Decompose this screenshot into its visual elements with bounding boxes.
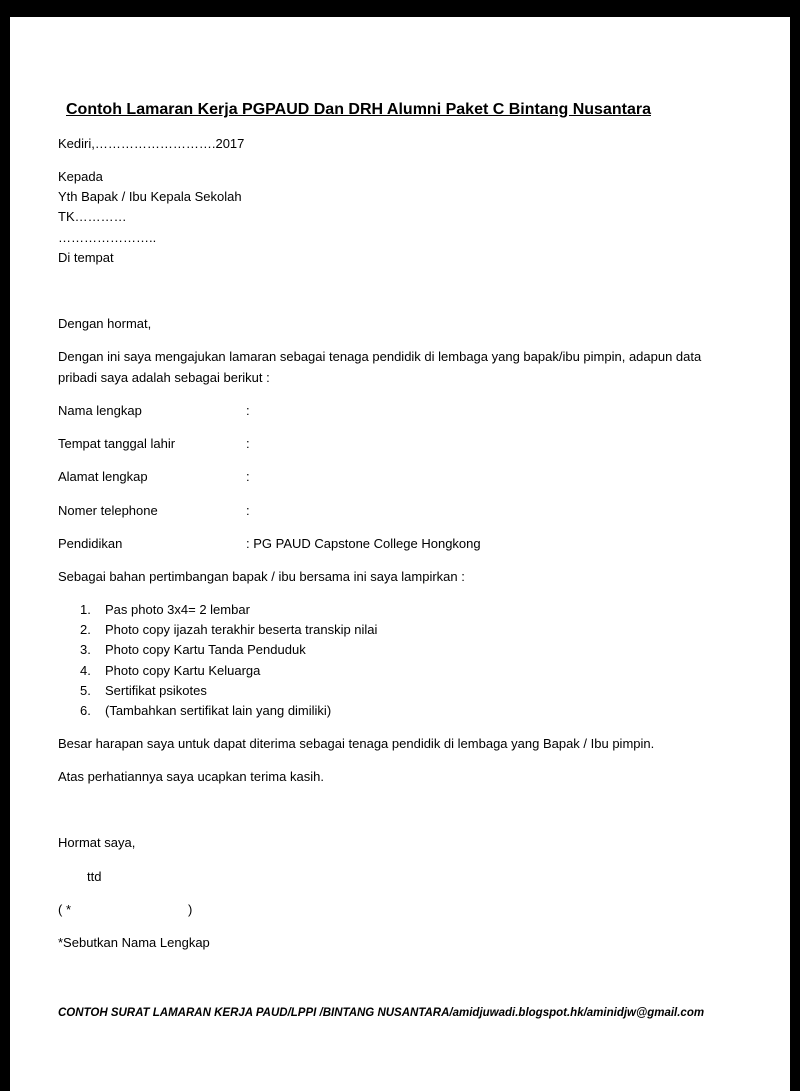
name-bracket-close: ): [188, 902, 193, 917]
closing-line-2: Atas perhatiannya saya ucapkan terima kasih.: [58, 769, 324, 784]
name-bracket-open: ( *: [58, 902, 71, 917]
field-label-education: Pendidikan: [58, 536, 123, 551]
intro-line-2: pribadi saya adalah sebagai berikut :: [58, 370, 270, 385]
recipient-line-2: Yth Bapak / Ibu Kepala Sekolah: [58, 189, 242, 204]
list-item: Photo copy ijazah terakhir beserta transkip nilai: [105, 622, 378, 637]
field-label-name: Nama lengkap: [58, 403, 142, 418]
field-label-phone: Nomer telephone: [58, 503, 158, 518]
list-item-number: 4.: [80, 663, 91, 678]
list-item-number: 5.: [80, 683, 91, 698]
signoff: Hormat saya,: [58, 835, 136, 850]
place-date: Kediri,……………………….2017: [58, 136, 245, 151]
recipient-line-4: …………………..: [58, 230, 157, 245]
document-footer: CONTOH SURAT LAMARAN KERJA PAUD/LPPI /BINTANG NUSANTARA/amidjuwadi.blogspot.hk/aminidjw@gmail.com: [58, 1007, 705, 1019]
name-note: *Sebutkan Nama Lengkap: [58, 935, 210, 950]
list-item-number: 3.: [80, 642, 91, 657]
intro-line-1: Dengan ini saya mengajukan lamaran sebagai tenaga pendidik di lembaga yang bapak/ibu pimpin, adapun data: [58, 349, 702, 364]
field-label-address: Alamat lengkap: [58, 469, 148, 484]
greeting: Dengan hormat,: [58, 316, 152, 331]
list-item: Photo copy Kartu Keluarga: [105, 663, 261, 678]
field-value-phone: :: [246, 503, 250, 518]
list-item: (Tambahkan sertifikat lain yang dimiliki): [105, 703, 332, 718]
field-label-birth: Tempat tanggal lahir: [58, 436, 176, 451]
recipient-line-5: Di tempat: [58, 250, 114, 265]
document-page: [10, 17, 790, 1091]
recipient-line-3: TK…………: [58, 209, 127, 224]
attachments-intro: Sebagai bahan pertimbangan bapak / ibu bersama ini saya lampirkan :: [58, 569, 465, 584]
field-value-address: :: [246, 469, 250, 484]
list-item-number: 2.: [80, 622, 91, 637]
list-item: Photo copy Kartu Tanda Penduduk: [105, 642, 306, 657]
field-value-birth: :: [246, 436, 250, 451]
list-item: Pas photo 3x4= 2 lembar: [105, 602, 250, 617]
signature-ttd: ttd: [87, 869, 102, 884]
list-item-number: 1.: [80, 602, 91, 617]
document-title: Contoh Lamaran Kerja PGPAUD Dan DRH Alumni Paket C Bintang Nusantara: [66, 101, 651, 118]
list-item-number: 6.: [80, 703, 91, 718]
field-value-name: :: [246, 403, 250, 418]
closing-line-1: Besar harapan saya untuk dapat diterima sebagai tenaga pendidik di lembaga yang Bapak / Ibu pimpin.: [58, 736, 655, 751]
list-item: Sertifikat psikotes: [105, 683, 207, 698]
recipient-line-1: Kepada: [58, 169, 103, 184]
field-value-education: : PG PAUD Capstone College Hongkong: [246, 536, 481, 551]
